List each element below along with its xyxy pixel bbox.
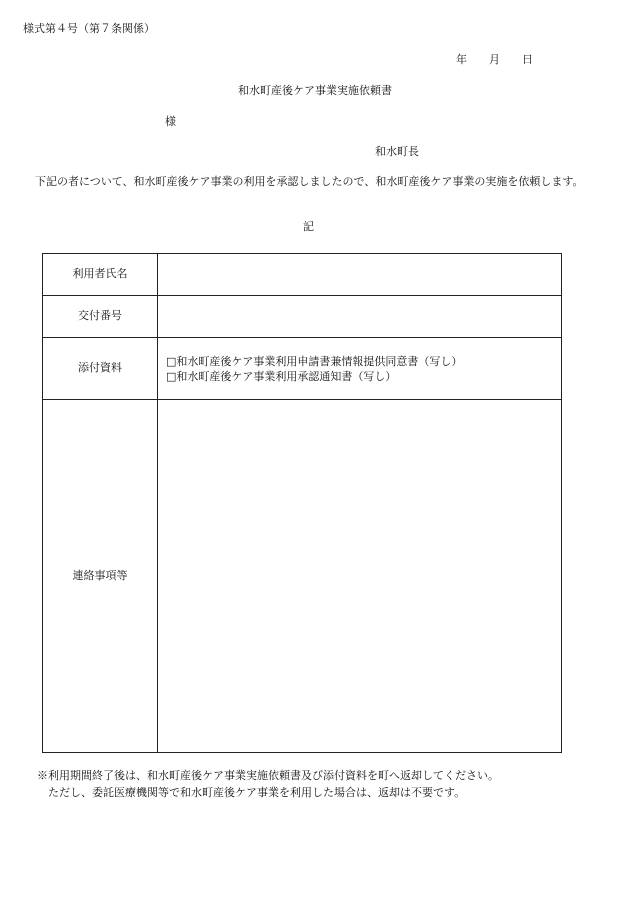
contact-notes-field[interactable] [158,400,562,753]
form-table [42,253,562,753]
date-day: 日 [522,53,533,66]
contact-notes-label: 連絡事項等 [43,400,158,753]
attachments-list [158,338,562,400]
user-name-field[interactable] [158,254,562,296]
date-year: 年 [456,53,467,66]
issue-number-label: 交付番号 [43,296,158,338]
ki-heading: 記 [303,220,314,233]
attachment-item [166,354,553,369]
note-return: ※利用期間終了後は、和水町産後ケア事業実施依頼書及び添付資料を町へ返却してください。 [37,769,499,782]
date-line [456,53,533,68]
date-month: 月 [489,53,500,66]
addressee-suffix: 様 [165,115,176,128]
attachment-text: 和水町産後ケア事業利用承認通知書（写し） [176,369,397,383]
document-title: 和水町産後ケア事業実施依頼書 [238,84,392,97]
user-name-label: 利用者氏名 [43,254,158,296]
sender-name: 和水町長 [375,145,419,158]
attachment-checkbox[interactable]: □ [166,369,177,383]
attachments-label: 添付資料 [43,338,158,400]
table-row-issue-number [43,296,562,338]
attachment-text: 和水町産後ケア事業利用申請書兼情報提供同意書（写し） [176,354,463,368]
form-number: 様式第４号（第７条関係） [23,22,155,35]
attachment-item [166,369,553,384]
body-text: 下記の者について、和水町産後ケア事業の利用を承認しましたので、和水町産後ケア事業の実施を依頼します。 [35,175,584,188]
note-exception: ただし、委託医療機関等で和水町産後ケア事業を利用した場合は、返却は不要です。 [48,786,466,799]
issue-number-field[interactable] [158,296,562,338]
table-row-user-name [43,254,562,296]
table-row-attachments [43,338,562,400]
attachment-checkbox[interactable]: □ [166,354,177,368]
table-row-contact-notes [43,400,562,753]
